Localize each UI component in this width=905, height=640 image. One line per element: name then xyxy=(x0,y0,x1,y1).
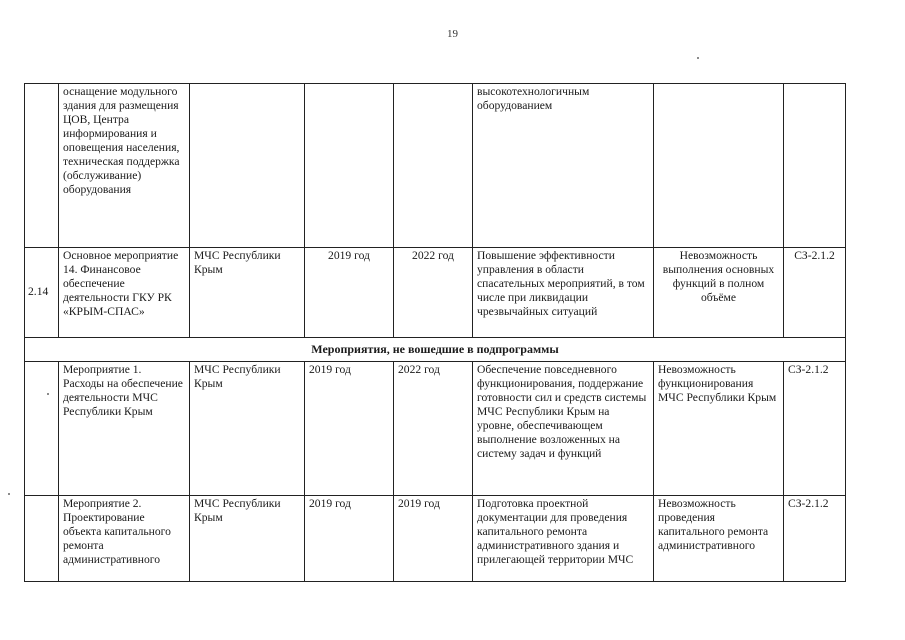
end-year: 2022 год xyxy=(394,362,473,496)
page-number: 19 xyxy=(447,28,458,40)
end-year xyxy=(394,84,473,248)
indicator-link: СЗ-2.1.2 xyxy=(784,496,846,582)
start-year: 2019 год xyxy=(305,362,394,496)
measure-name: Основное мероприятие 14. Финансовое обеспечение деятельности ГКУ РК «КРЫМ-СПАС» xyxy=(59,248,190,338)
indicator-link: СЗ-2.1.2 xyxy=(784,248,846,338)
row-number xyxy=(25,496,59,582)
section-row xyxy=(25,338,846,362)
table-row xyxy=(25,362,846,496)
scan-speck xyxy=(697,57,699,59)
indicator-link: СЗ-2.1.2 xyxy=(784,362,846,496)
expected-result: Повышение эффективности управления в области спасательных мероприятий, в том числе при ликвидации чрезвычайных ситуаций xyxy=(473,248,654,338)
row-number: 2.14 xyxy=(25,248,59,338)
consequence: Невозможность проведения капитального ремонта административного xyxy=(654,496,784,582)
scan-speck xyxy=(8,493,10,495)
section-title: Мероприятия, не вошедшие в подпрограммы xyxy=(25,338,846,362)
end-year: 2022 год xyxy=(394,248,473,338)
executor: МЧС Республики Крым xyxy=(190,362,305,496)
end-year: 2019 год xyxy=(394,496,473,582)
indicator-link xyxy=(784,84,846,248)
consequence: Невозможность выполнения основных функций в полном объёме xyxy=(654,248,784,338)
measures-table xyxy=(24,83,846,582)
start-year: 2019 год xyxy=(305,248,394,338)
executor xyxy=(190,84,305,248)
consequence: Невозможность функционирования МЧС Республики Крым xyxy=(654,362,784,496)
expected-result: высокотехнологичным оборудованием xyxy=(473,84,654,248)
start-year: 2019 год xyxy=(305,496,394,582)
table-row xyxy=(25,248,846,338)
measure-name: Мероприятие 2. Проектирование объекта капитального ремонта административного xyxy=(59,496,190,582)
executor: МЧС Республики Крым xyxy=(190,248,305,338)
scan-speck xyxy=(47,393,49,395)
table-row xyxy=(25,496,846,582)
start-year xyxy=(305,84,394,248)
consequence xyxy=(654,84,784,248)
measure-name: Мероприятие 1. Расходы на обеспечение деятельности МЧС Республики Крым xyxy=(59,362,190,496)
executor: МЧС Республики Крым xyxy=(190,496,305,582)
table-row xyxy=(25,84,846,248)
expected-result: Обеспечение повседневного функционирования, поддержание готовности сил и средств системы МЧС Республики Крым на уровне, обеспечивающем выполнение возложенных на систему задач и функций xyxy=(473,362,654,496)
expected-result: Подготовка проектной документации для проведения капитального ремонта административного здания и прилегающей территории МЧС xyxy=(473,496,654,582)
row-number xyxy=(25,362,59,496)
row-number xyxy=(25,84,59,248)
measure-name: оснащение модульного здания для размещения ЦОВ, Центра информирования и оповещения населения, техническая поддержка (обслуживание) оборудования xyxy=(59,84,190,248)
